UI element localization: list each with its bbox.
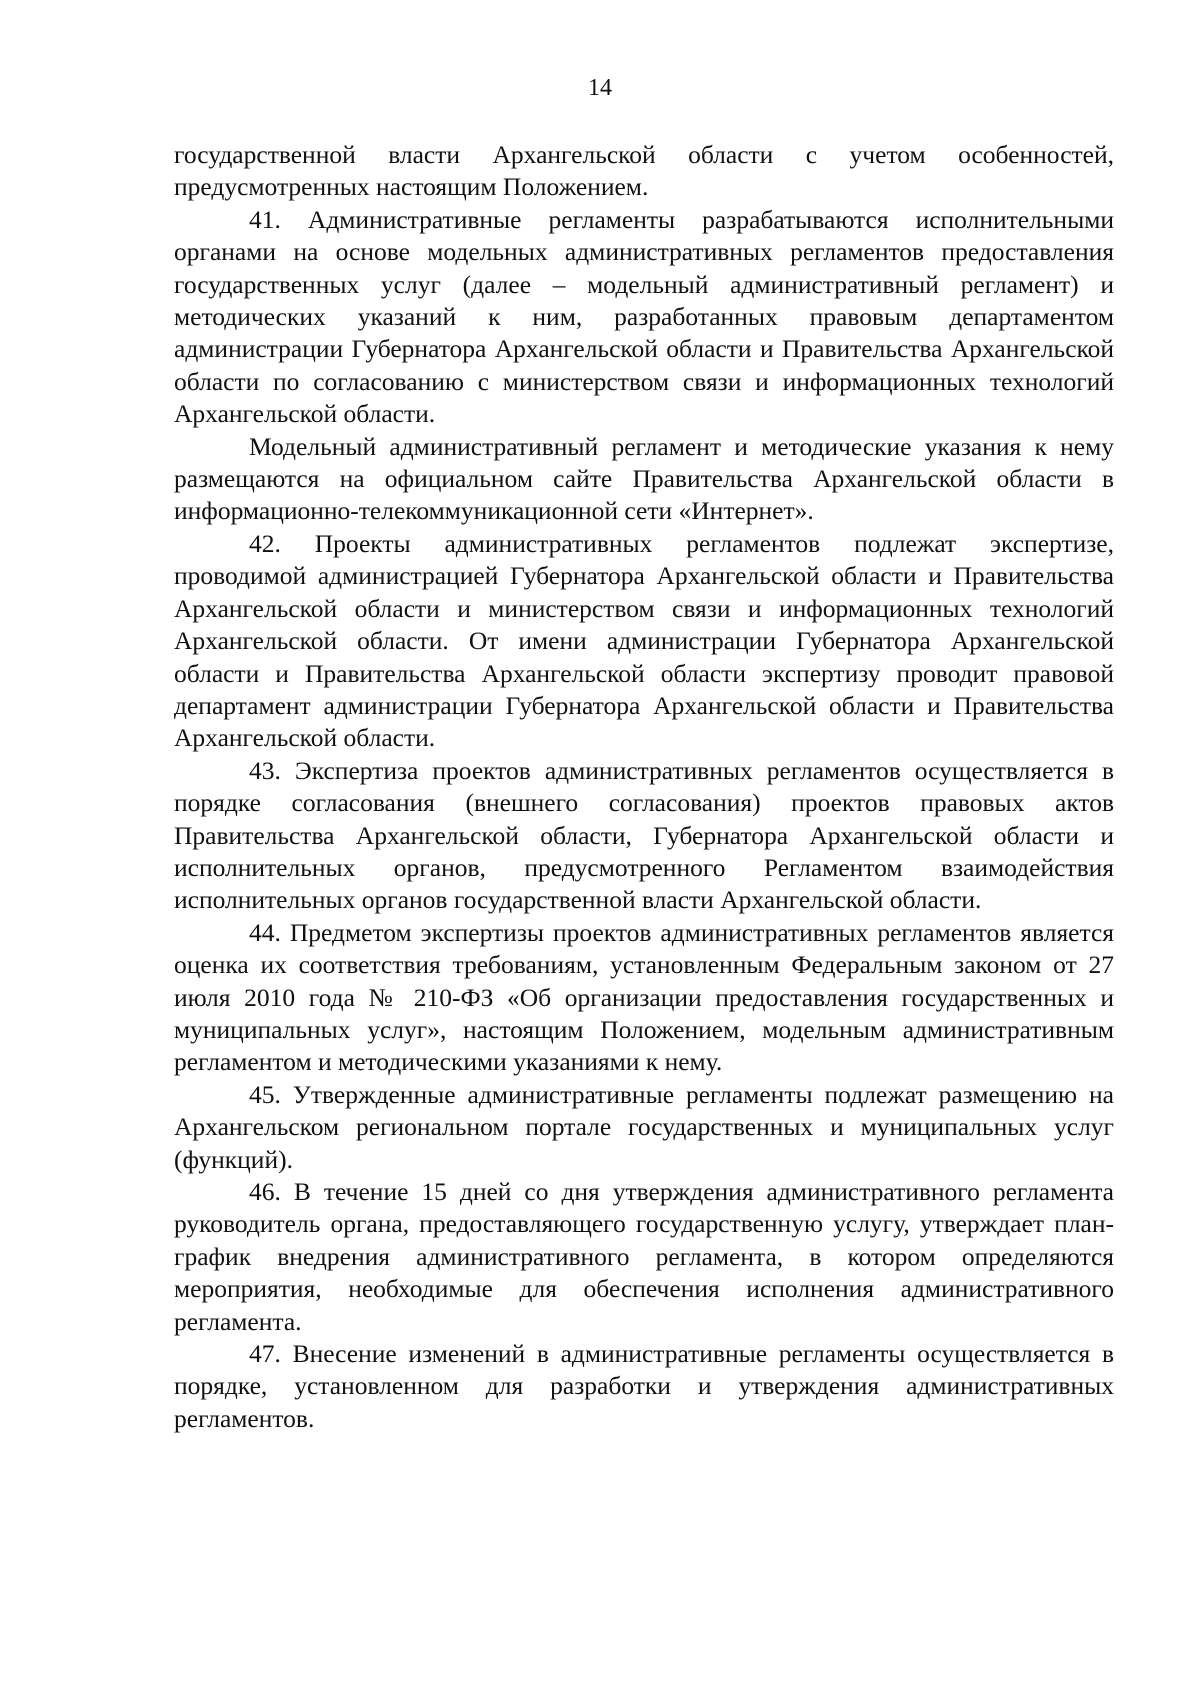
paragraph-46: 46. В течение 15 дней со дня утверждения административного регламента руководитель органа, предоставляющего государственную услугу, утверждает план-график внедрения административного регламента, в котором определяются мероприятия, необходимые для обеспечения исполнения административного регламента. [174, 1177, 1114, 1336]
document-body [174, 139, 1114, 1435]
page-number: 14 [588, 75, 612, 101]
paragraph-47: 47. Внесение изменений в административные регламенты осуществляется в порядке, установленном для разработки и утверждения административных регламентов. [174, 1339, 1114, 1433]
paragraph-45: 45. Утвержденные административные регламенты подлежат размещению на Архангельском региональном портале государственных и муниципальных услуг (функций). [174, 1079, 1114, 1174]
paragraph-42: 42. Проекты административных регламентов подлежат экспертизе, проводимой администрацией Губернатора Архангельской области и Правительства Архангельской области и министерством связи и информационных технологий Архангельской области. От имени администрации Губернатора Архангельской области и Правительства Архангельской области экспертизу проводит правовой департамент администрации Губернатора Архангельской области и Правительства Архангельской области. [174, 528, 1114, 753]
paragraph-41-model-regulation: Модельный административный регламент и методические указания к нему размещаются на официальном сайте Правительства Архангельской области в информационно-телекоммуникационной сети «Интернет». [174, 431, 1114, 526]
paragraph-44: 44. Предметом экспертизы проектов административных регламентов является оценка их соответствия требованиям, установленным Федеральным законом от 27 июля 2010 года № 210-ФЗ «Об организации предоставления государственных и муниципальных услуг», настоящим Положением, модельным административным регламентом и методическими указаниями к нему. [174, 917, 1114, 1077]
paragraph-41: 41. Административные регламенты разрабатываются исполнительными органами на основе модельных административных регламентов предоставления государственных услуг (далее – модельный административный регламент) и методических указаний к ним, разработанных правовым департаментом администрации Губернатора Архангельской области и Правительства Архангельской области по согласованию с министерством связи и информационных технологий Архангельской области. [174, 204, 1114, 429]
paragraph-43: 43. Экспертиза проектов административных регламентов осуществляется в порядке согласования (внешнего согласования) проектов правовых актов Правительства Архангельской области, Губернатора Архангельской области и исполнительных органов, предусмотренного Регламентом взаимодействия исполнительных органов государственной власти Архангельской области. [174, 755, 1114, 915]
paragraph-continuation: государственной власти Архангельской области с учетом особенностей, предусмотренных настоящим Положением. [174, 140, 1114, 202]
